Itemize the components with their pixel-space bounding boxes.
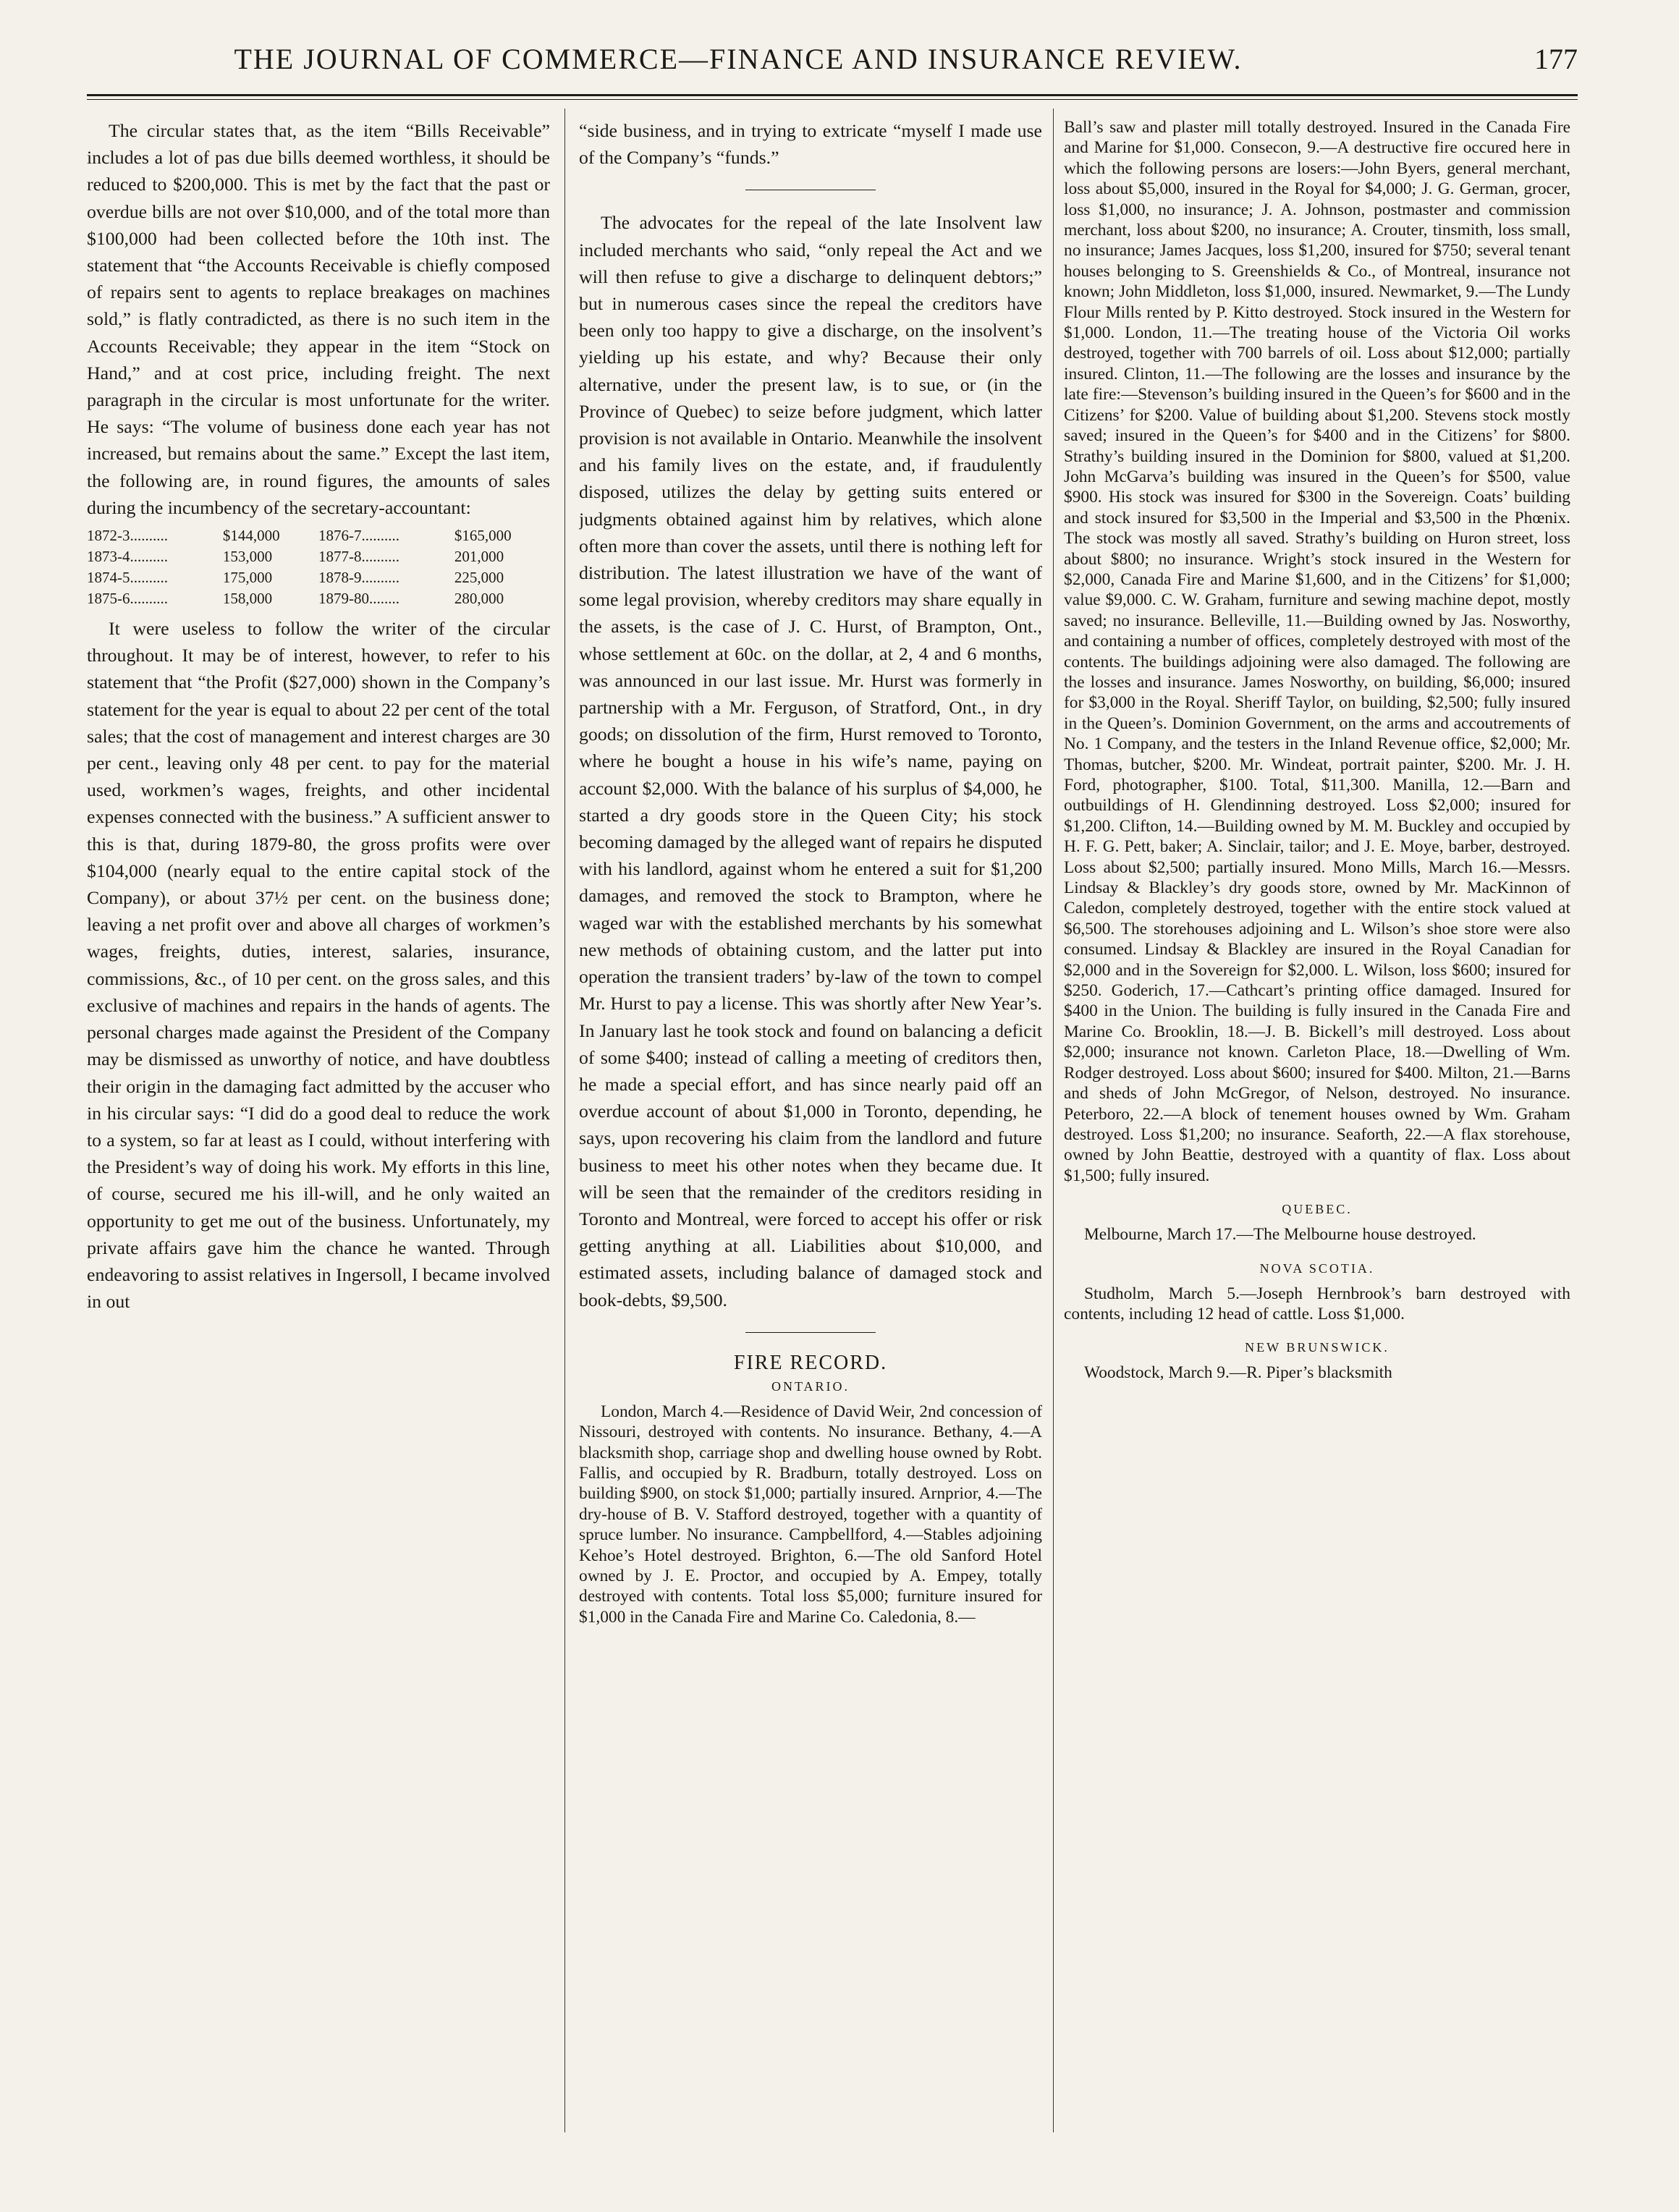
table-row: [87, 567, 550, 588]
section-divider: [745, 1332, 876, 1333]
table-cell: 1872-3..........: [87, 527, 168, 545]
table-cell: 153,000: [222, 548, 273, 566]
sales-table: [87, 525, 550, 609]
article-paragraph: It were useless to follow the writer of the circular throughout. It may be of interest, however, to refer to his statement that “the Profit ($27,000) shown in the Company’s statement for the year is equal to about 22 per cent of the total sales; that the cost of management and interest charges are 30 per cent., leaving only 48 per cent. to pay for the material used, workmen’s wages, freights, and other incidental expenses connected with the business.” A sufficient answer to this is that, during 1879-80, the gross profits were over $104,000 (nearly equal to the entire capital stock of the Company), or about 37½ per cent. on the business done; leaving a net profit over and above all charges of workmen’s wages, freights, duties, interest, salaries, insurance, commissions, &c., of 10 per cent. on the gross sales, and this exclusive of machines and repairs in the hands of agents. The personal charges made against the President of the Company may be dismissed as unworthy of notice, and have doubtless their origin in the damaging fact admitted by the accuser who in his circular says: “I did do a good deal to reduce the work to a system, so far at least as I could, without interfering with the President’s way of doing his work. My efforts in this line, of course, secured me his ill-will, and he only waited an opportunity to get me out of the business. Unfortunately, my private affairs gave him the chance he wanted. Through endeavoring to assist relatives in Ingersoll, I became involved in out: [87, 618, 550, 1313]
fire-record-paragraph: Woodstock, March 9.—R. Piper’s blacksmith: [1084, 1363, 1392, 1383]
article-paragraph: The circular states that, as the item “Bills Receivable” includes a lot of pas due bills deemed worthless, it should be reduced to $200,000. This is met by the fact that the past or overdue bills are not over $10,000, and of the total more than $100,000 had been collected before the 10th inst. The statement that “the Accounts Receivable is chiefly composed of repairs sent to agents to replace breakages on machines sold,” is flatly contradicted, as there is no such item in the Accounts Receivable; they appear in the item “Stock on Hand,” and at cost price, including freight. The next paragraph in the circular is most unfortunate for the writer. He says: “The volume of business done each year has not increased, but remains about the same.” Except the last item, the following are, in round figures, the amounts of sales during the incumbency of the secretary-accountant:: [87, 120, 550, 518]
running-head: [87, 38, 1578, 88]
column-3: [1064, 117, 1570, 2169]
page-number: 177: [1534, 43, 1578, 75]
table-cell: 158,000: [222, 590, 273, 608]
article-paragraph: “side business, and in trying to extricate “myself I made use of the Company’s “funds.”: [579, 120, 1042, 169]
fire-record-paragraph: Ball’s saw and plaster mill totally destroyed. Insured in the Canada Fire and Marine for $1,000. Consecon, 9.—A destructive fire occured here in which the following persons are losers:—John Byers, general merchant, loss about $5,000, insured in the Royal for $4,000; J. G. German, grocer, loss $1,000, no insurance; J. A. Johnson, postmaster and commission merchant, loss about $200, no insurance; A. Crouter, tinsmith, loss small, no insurance; James Jacques, loss $1,200, insured for $750; several tenant houses belonging to S. Greenshields & Co., of Montreal, insurance not known; John Middleton, loss $1,000, insured. Newmarket, 9.—The Lundy Flour Mills rented by P. Kitto destroyed. Stock insured in the Western for $1,000. London, 11.—The treating house of the Victoria Oil works destroyed, together with 700 barrels of oil. Loss about $12,000; partially insured. Clinton, 11.—The following are the losses and insurance by the late fire:—Stevenson’s building insured in the Queen’s for $600 and in the Citizens’ for $200. Value of building about $1,200. Stevens stock mostly saved; insured in the Queen’s for $400 and in the Citizens’ for $800. Strathy’s building insured in the Dominion for $800, valued at $1,200. John McGarva’s building was insured in the Queen’s for $500, value $900. His stock was insured for $300 in the Sovereign. Coats’ building and stock insured for $3,500 in the Imperial and $3,500 in the Phœnix. The stock was mostly all saved. Strathy’s building on Huron street, loss about $800; no insurance. Wright’s stock insured in the Western for $2,000, Canada Fire and Marine $1,600, and in the Citizens’ for $1,000; value $9,000. C. W. Graham, furniture and sewing machine depot, mostly saved; no insurance. Belleville, 11.—Building owned by Jas. Nosworthy, and containing a number of offices, completely destroyed with most of the contents. The buildings adjoining were also damaged. The following are the losses and insurance. James Nosworthy, on building, $6,000; insured for $3,000 in the Royal. Sheriff Taylor, on building, $2,500; fully insured in the Queen’s. Dominion Government, on the arms and accoutrements of No. 1 Company, and the testers in the Inland Revenue office, $2,000; Mr. Thomas, butcher, $200. Mr. Windeat, portrait painter, $200. Mr. J. H. Ford, photographer, $100. Total, $11,300. Manilla, 12.—Barn and outbuildings of H. Glendinning destroyed. Loss $2,000; insured for $1,200. Clifton, 14.—Building owned by M. M. Buckley and occupied by H. F. G. Pett, baker; A. Sinclair, tailor; and J. E. Moye, barber, destroyed. Loss about $2,500; partially insured. Mono Mills, March 16.—Messrs. Lindsay & Blackley’s dry goods store, owned by Mr. MacKinnon of Caledon, completely destroyed, together with the entire stock valued at $6,500. The storehouses adjoining and L. Wilson’s shoe store were also consumed. Lindsay & Blackley are insured in the Royal Canadian for $2,000 and in the Sovereign for $2,000. L. Wilson, loss $600; insured for $250. Goderich, 17.—Cathcart’s printing office damaged. Insured for $400 in the Union. The building is fully insured in the Canada Fire and Marine Co. Brooklin, 18.—J. B. Bickell’s mill destroyed. Loss about $2,000; insurance not known. Carleton Place, 18.—Dwelling of Wm. Rodger destroyed. Loss about $600; insured for $400. Milton, 21.—Barns and sheds of John McGregor, of Nelson, destroyed. No insurance. Peterboro, 22.—A block of tenement houses owned by Wm. Graham destroyed. Loss $1,200; no insurance. Seaforth, 22.—A flax storehouse, owned by John Beattie, destroyed with a quantity of flax. Loss about $1,500; fully insured.: [1064, 118, 1570, 1185]
table-cell: $144,000: [222, 527, 280, 545]
table-cell: 1878-9..........: [318, 569, 399, 587]
table-cell: 1874-5..........: [87, 569, 168, 587]
region-heading-quebec: QUEBEC.: [1282, 1202, 1353, 1217]
table-cell: 225,000: [454, 569, 504, 587]
region-heading-ontario: ONTARIO.: [771, 1378, 850, 1394]
column-divider-2: [1053, 109, 1054, 2132]
running-title: THE JOURNAL OF COMMERCE—FINANCE AND INSURANCE REVIEW.: [234, 43, 1243, 75]
fire-record-paragraph: London, March 4.—Residence of David Weir, 2nd concession of Nissouri, destroyed with contents. No insurance. Bethany, 4.—A blacksmith shop, carriage shop and dwelling house owned by Robt. Fallis, and occupied by R. Bradburn, totally destroyed. Loss on building $900, on stock $1,000; partially insured. Arnprior, 4.—The dry-house of B. V. Stafford destroyed, together with a quantity of spruce lumber. No insurance. Campbellford, 4.—Stables adjoining Kehoe’s Hotel destroyed. Brighton, 6.—The old Sanford Hotel owned by J. E. Proctor, and occupied by A. Empey, totally destroyed with contents. Total loss $5,000; furniture insured for $1,000 in the Canada Fire and Marine Co. Caledonia, 8.—: [579, 1402, 1042, 1627]
table-row: [87, 588, 550, 609]
table-cell: 175,000: [222, 569, 273, 587]
table-cell: 201,000: [454, 548, 504, 566]
header-rule-thin: [87, 99, 1578, 100]
fire-record-paragraph: Melbourne, March 17.—The Melbourne house destroyed.: [1084, 1225, 1476, 1245]
region-heading-new-brunswick: NEW BRUNSWICK.: [1245, 1340, 1390, 1355]
table-cell: 1873-4..........: [87, 548, 168, 566]
table-cell: 1877-8..........: [318, 548, 399, 566]
header-rule: [87, 94, 1578, 96]
article-paragraph: The advocates for the repeal of the late Insolvent law included merchants who said, “only repeal the Act and we will then refuse to give a discharge to delinquent debtors;” but in numerous cases since the repeal the creditors have been only too happy to give a discharge, on the insolvent’s yielding up his estate, and why? Because their only alternative, under the present law, is to sue, or (in the Province of Quebec) to seize before judgment, which latter provision is not available in Ontario. Meanwhile the insolvent and his family lives on the estate, and, if fraudulently disposed, utilizes the delay by getting suits entered or judgments obtained against him by relatives, which alone often more than cover the assets, until there is nothing left for distribution. The latest illustration we have of the want of some legal provision, whereby creditors may share equally in the assets, is the case of J. C. Hurst, of Brampton, Ont., whose settlement at 60c. on the dollar, at 2, 4 and 6 months, was announced in our last issue. Mr. Hurst was formerly in partnership with a Mr. Ferguson, of Stratford, Ont., in dry goods; on dissolution of the firm, Hurst removed to Toronto, where he bought a house in his wife’s name, paying on account $2,000. With the balance of his surplus of $4,000, he started a dry goods store in the Queen City; his stock becoming damaged by the alleged want of repairs he disputed with his landlord, against whom he entered a suit for $1,200 damages, and removed the stock to Brampton, where he waged war with the established merchants by his somewhat new methods of obtaining custom, and the latter put into operation the transient traders’ by-law of the town to compel Mr. Hurst to pay a license. This was shortly after New Year’s. In January last he took stock and found on balancing a deficit of some $400; instead of calling a meeting of creditors then, he made a special effort, and has since nearly paid off an overdue account of about $1,000 in Toronto, depending, he says, upon recovering his claim from the landlord and future business to meet his other notes when they became due. It will be seen that the remainder of the creditors residing in Toronto and Montreal, were forced to accept his offer or risk getting anything at all. Liabilities about $10,000, and estimated assets, including balance of damaged stock and book-debts, $9,500.: [579, 212, 1042, 1310]
table-cell: 280,000: [454, 590, 504, 608]
fire-record-heading: FIRE RECORD.: [733, 1351, 888, 1374]
table-row: [87, 546, 550, 567]
column-2: [579, 117, 1042, 2169]
region-heading-nova-scotia: NOVA SCOTIA.: [1259, 1260, 1375, 1276]
fire-record-paragraph: Studholm, March 5.—Joseph Hernbrook’s barn destroyed with contents, including 12 head of cattle. Loss $1,000.: [1064, 1284, 1570, 1323]
table-cell: 1879-80........: [318, 590, 399, 608]
table-cell: 1876-7..........: [318, 527, 399, 545]
column-divider-1: [564, 109, 565, 2132]
table-cell: $165,000: [454, 527, 512, 545]
column-1: [87, 117, 550, 2169]
table-cell: 1875-6..........: [87, 590, 168, 608]
table-row: [87, 525, 550, 546]
